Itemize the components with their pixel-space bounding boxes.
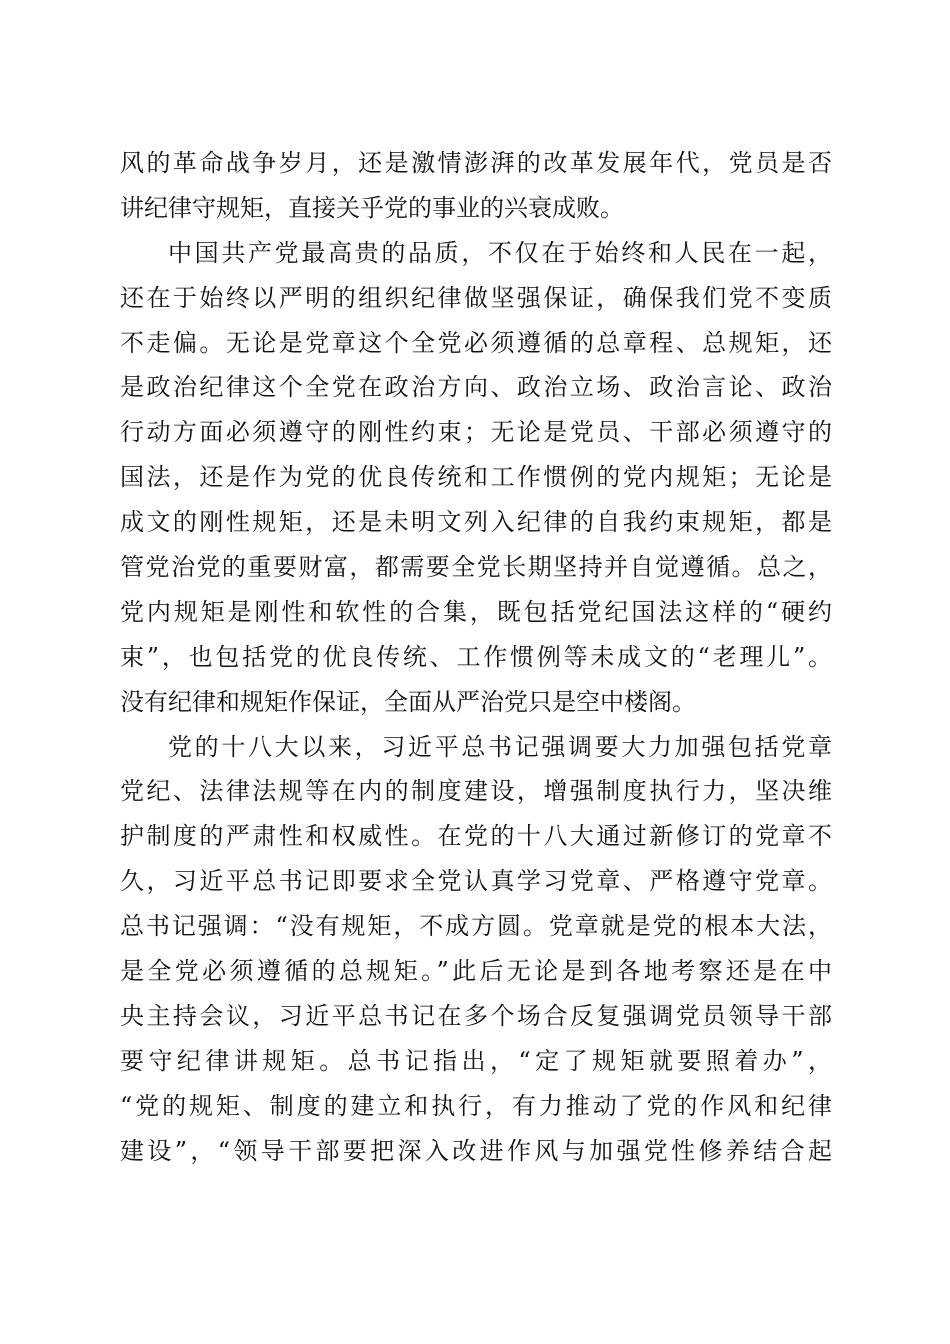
text-line: 建设”，“领导干部要把深入改进作风与加强党性修养结合起 — [120, 1136, 832, 1165]
text-line: 没有纪律和规矩作保证，全面从严治党只是空中楼阁。 — [120, 687, 696, 716]
text-line: 束”，也包括党的优良传统、工作惯例等未成文的“老理儿”。 — [120, 642, 832, 671]
text-line: 行动方面必须遵守的刚性约束；无论是党员、干部必须遵守的 — [120, 418, 832, 447]
text-line: 管党治党的重要财富，都需要全党长期坚持并自觉遵循。总之， — [120, 553, 832, 582]
text-line: 不走偏。无论是党章这个全党必须遵循的总章程、总规矩，还 — [120, 328, 832, 357]
text-line: 还在于始终以严明的组织纪律做坚强保证，确保我们党不变质 — [120, 283, 832, 312]
text-line: 总书记强调：“没有规矩，不成方圆。党章就是党的根本大法， — [120, 912, 832, 941]
text-line: 党纪、法律法规等在内的制度建设，增强制度执行力，坚决维 — [120, 777, 832, 806]
text-line: “党的规矩、制度的建立和执行，有力推动了党的作风和纪律 — [120, 1091, 832, 1120]
text-line: 成文的刚性规矩，还是未明文列入纪律的自我约束规矩，都是 — [120, 508, 832, 537]
text-line: 国法，还是作为党的优良传统和工作惯例的党内规矩；无论是 — [120, 463, 832, 492]
text-line: 是政治纪律这个全党在政治方向、政治立场、政治言论、政治 — [120, 373, 832, 402]
text-line: 久，习近平总书记即要求全党认真学习党章、严格遵守党章。 — [120, 867, 832, 896]
body-text — [120, 141, 832, 1173]
text-line: 党内规矩是刚性和软性的合集，既包括党纪国法这样的“硬约 — [120, 597, 832, 626]
text-line: 风的革命战争岁月，还是激情澎湃的改革发展年代，党员是否 — [120, 149, 832, 177]
text-line: 是全党必须遵循的总规矩。”此后无论是到各地考察还是在中 — [120, 957, 832, 986]
text-line: 护制度的严肃性和权威性。在党的十八大通过新修订的党章不 — [120, 822, 832, 851]
text-line: 要守纪律讲规矩。总书记指出，“定了规矩就要照着办”， — [120, 1046, 832, 1075]
text-line: 中国共产党最高贵的品质，不仅在于始终和人民在一起， — [168, 238, 832, 267]
text-line: 党的十八大以来，习近平总书记强调要大力加强包括党章 — [168, 732, 832, 761]
text-line: 讲纪律守规矩，直接关乎党的事业的兴衰成败。 — [120, 193, 624, 222]
text-line: 央主持会议，习近平总书记在多个场合反复强调党员领导干部 — [120, 1001, 832, 1030]
